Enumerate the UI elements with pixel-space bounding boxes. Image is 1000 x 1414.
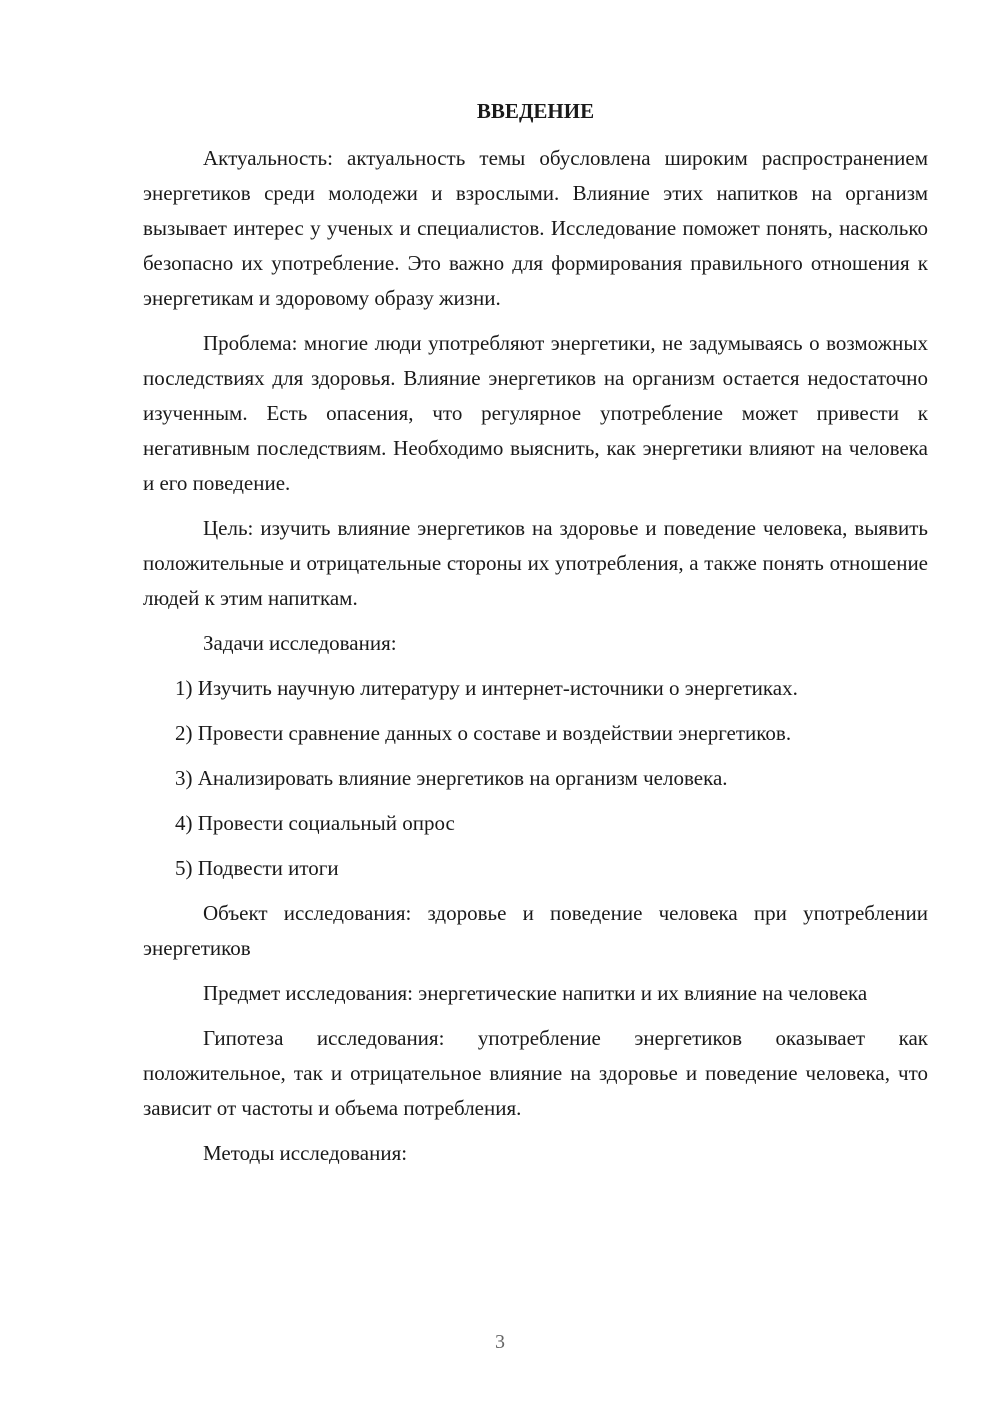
task-item: 1) Изучить научную литературу и интернет-источники о энергетиках. [175,676,798,700]
task-item: 3) Анализировать влияние энергетиков на организм человека. [175,766,728,790]
problem-paragraph: Проблема: многие люди употребляют энергетики, не задумываясь о возможных последствиях для здоровья. Влияние энергетиков на организм остается недостаточно изученным. Есть опасения, что регулярное употребление может привести к негативным последствиям. Необходимо выяснить, как энергетики влияют на человека и его поведение. [143,331,928,495]
page-number: 3 [495,1331,505,1353]
hypothesis-paragraph: Гипотеза исследования: употребление энергетиков оказывает как положительное, так и отрицательное влияние на здоровье и поведение человека, что зависит от частоты и объема потребления. [143,1026,928,1120]
document-page [143,94,928,1181]
goal-paragraph: Цель: изучить влияние энергетиков на здоровье и поведение человека, выявить положительные и отрицательные стороны их употребления, а также понять отношение людей к этим напиткам. [143,516,928,610]
tasks-heading: Задачи исследования: [203,631,397,655]
task-item: 5) Подвести итоги [175,856,339,880]
task-item: 2) Провести сравнение данных о составе и воздействии энергетиков. [175,721,792,745]
task-item: 4) Провести социальный опрос [175,811,455,835]
methods-heading: Методы исследования: [203,1141,408,1165]
relevance-paragraph: Актуальность: актуальность темы обусловлена широким распространением энергетиков среди молодежи и взрослыми. Влияние этих напитков на организм вызывает интерес у ученых и специалистов. Исследование поможет понять, насколько безопасно их употребление. Это важно для формирования правильного отношения к энергетикам и здоровому образу жизни. [143,146,928,310]
tasks-list [143,671,928,886]
object-paragraph: Объект исследования: здоровье и поведение человека при употреблении энергетиков [143,901,928,960]
subject-paragraph: Предмет исследования: энергетические напитки и их влияние на человека [203,981,868,1005]
section-title: ВВЕДЕНИЕ [476,99,595,123]
